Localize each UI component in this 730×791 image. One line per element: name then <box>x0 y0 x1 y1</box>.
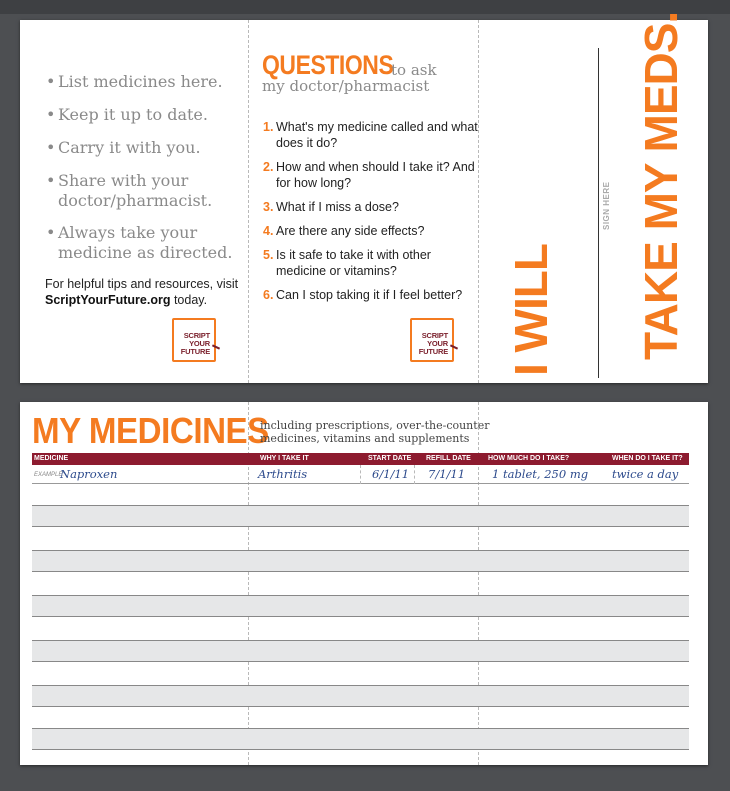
column-header: REFILL DATE <box>426 455 471 462</box>
question-text: What's my medicine called and what does it do? <box>276 120 478 150</box>
question-number: 1. <box>263 120 274 134</box>
info-card <box>20 11 708 383</box>
medicine-entry-row[interactable] <box>32 640 689 662</box>
question-item <box>263 247 478 279</box>
column-header: MEDICINE <box>34 455 69 462</box>
example-start-date: 6/1/11 <box>372 467 410 481</box>
question-text: How and when should I take it? And for how long? <box>276 160 475 190</box>
i-will-text: I WILL <box>505 244 557 376</box>
questions-subtitle: my doctor/pharmacist <box>262 77 430 95</box>
questions-heading <box>262 50 482 95</box>
sign-here-label: SIGN HERE <box>602 181 611 230</box>
medicines-card <box>20 402 708 765</box>
example-medicine: Naproxen <box>60 467 118 481</box>
question-text: Can I stop taking it if I feel better? <box>276 288 463 302</box>
questions-title: QUESTIONS <box>262 50 394 80</box>
medicine-entry-row[interactable] <box>32 595 689 617</box>
example-label: EXAMPLE: <box>34 472 65 478</box>
signature-line[interactable] <box>598 48 599 378</box>
column-divider <box>414 465 415 484</box>
logo-line: SCRIPT <box>183 331 210 340</box>
column-header: HOW MUCH DO I TAKE? <box>488 455 570 462</box>
website-link[interactable]: ScriptYourFuture.org <box>45 293 171 307</box>
logo-line: FUTURE <box>418 347 448 356</box>
question-text: Are there any side effects? <box>276 224 425 238</box>
column-header: WHEN DO I TAKE IT? <box>612 455 683 462</box>
tips-text <box>45 276 255 308</box>
instruction-item: • Always take your medicine as directed. <box>46 223 246 263</box>
questions-list <box>263 119 478 311</box>
question-item <box>263 119 478 151</box>
logo-line: SCRIPT <box>421 331 448 340</box>
example-when: twice a day <box>612 467 679 481</box>
question-item <box>263 159 478 191</box>
instruction-item: • Keep it up to date. <box>46 105 246 125</box>
top-bar <box>0 0 730 14</box>
question-number: 2. <box>263 160 274 174</box>
question-item <box>263 287 478 303</box>
column-divider <box>360 465 361 484</box>
logo-line: YOUR <box>427 339 448 348</box>
question-number: 4. <box>263 224 274 238</box>
medicine-entry-row[interactable] <box>32 728 689 750</box>
example-how-much: 1 tablet, 250 mg <box>492 467 589 481</box>
example-refill-date: 7/1/11 <box>428 467 466 481</box>
medicines-subtitle: including prescriptions, over-the-counter medicines, vitamins and supplements <box>260 419 490 445</box>
logo-line: YOUR <box>189 339 210 348</box>
instructions-list <box>46 72 246 276</box>
questions-to-ask: to ask <box>391 61 437 79</box>
question-item <box>263 223 478 239</box>
medicine-entry-row[interactable] <box>32 505 689 527</box>
instruction-item: • Share with your doctor/pharmacist. <box>46 171 246 211</box>
medicine-entry-row[interactable] <box>32 550 689 572</box>
instruction-item: • Carry it with you. <box>46 138 246 158</box>
take-my-meds-text: TAKE MY MEDS. <box>635 11 687 360</box>
instruction-item: • List medicines here. <box>46 72 246 92</box>
column-header: START DATE <box>368 455 412 462</box>
question-text: What if I miss a dose? <box>276 200 399 214</box>
script-your-future-logo <box>172 318 216 362</box>
medicines-title: MY MEDICINES <box>32 410 269 451</box>
tips-intro: For helpful tips and resources, visit <box>45 277 239 291</box>
question-number: 6. <box>263 288 274 302</box>
script-your-future-logo <box>410 318 454 362</box>
question-text: Is it safe to take it with other medicine or vitamins? <box>276 248 431 278</box>
question-number: 3. <box>263 200 274 214</box>
column-header: WHY I TAKE IT <box>260 455 309 462</box>
medicine-entry-row[interactable] <box>32 685 689 707</box>
example-why: Arthritis <box>258 467 308 481</box>
tips-end: today. <box>173 293 208 307</box>
table-header <box>32 453 689 465</box>
question-item <box>263 199 478 215</box>
logo-line: FUTURE <box>180 347 210 356</box>
question-number: 5. <box>263 248 274 262</box>
fold-line <box>248 20 249 383</box>
